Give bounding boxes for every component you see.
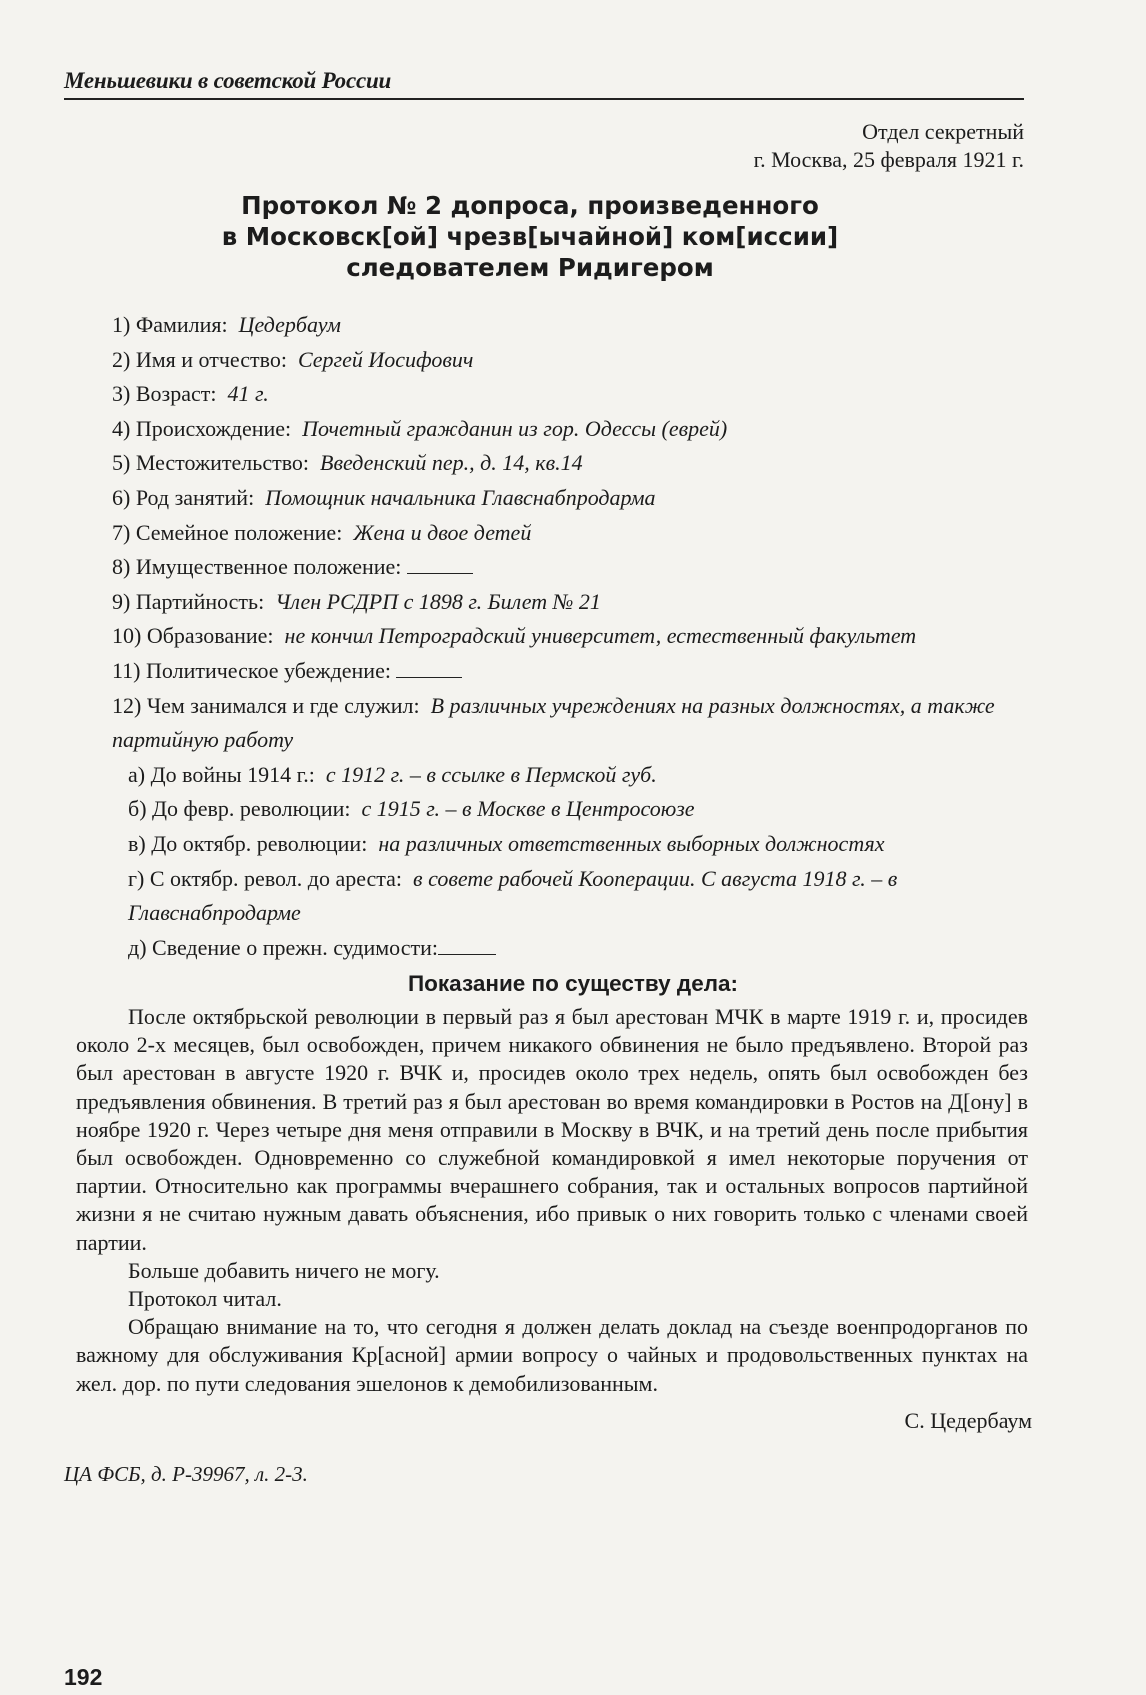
field-education: 10) Образование: не кончил Петроградский университет, естественный факультет [112, 623, 917, 649]
document-title [160, 190, 900, 283]
blank-line [438, 934, 496, 955]
testimony-paragraph: Обращаю внимание на то, что сегодня я должен делать доклад на съезде военпродорганов по важному для обслуживания Кр[асной] армии вопросу о чайных и продовольственных пунктах на жел. дор. по пути следования эшелонов к демобилизованным. [76, 1314, 1028, 1396]
field-property: 8) Имущественное положение: [112, 550, 1032, 585]
field-political-belief: 11) Политическое убеждение: [112, 654, 1032, 689]
subfield-until-arrest: г) С октябр. револ. до ареста: в совете рабочей Кооперации. С августа 1918 г. – в Главснабпродарме [128, 865, 898, 926]
subfield-convictions: д) Сведение о прежн. судимости: [112, 931, 1032, 966]
running-head: Меньшевики в советской России [64, 68, 392, 93]
subfield-before-october: в) До октябр. революции: на различных ответственных выборных должностях [128, 830, 885, 856]
field-occupation: 6) Род занятий: Помощник начальника Главснабпродарма [112, 484, 656, 510]
field-age: 3) Возраст: 41 г. [112, 381, 269, 407]
field-origin: 4) Происхождение: Почетный гражданин из гор. Одессы (еврей) [112, 415, 728, 441]
field-name: 2) Имя и отчество: Сергей Иосифович [112, 346, 474, 372]
field-party: 9) Партийность: Член РСДРП с 1898 г. Билет № 21 [112, 588, 601, 614]
testimony-heading: Показание по существу дела: [407, 971, 739, 996]
title-line-1: Протокол № 2 допроса, произведенного [241, 191, 819, 220]
header-rule [64, 98, 1024, 100]
blank-line [407, 553, 473, 574]
subfield-before-february: б) До февр. революции: с 1915 г. – в Москве в Центросоюзе [128, 796, 695, 822]
signature: С. Цедербаум [904, 1408, 1032, 1433]
field-family: 7) Семейное положение: Жена и двое детей [112, 519, 532, 545]
field-residence: 5) Местожительство: Введенский пер., д. 14, кв.14 [112, 450, 583, 476]
title-line-3: следователем Ридигером [346, 253, 714, 282]
subfield-before-war: а) До войны 1914 г.: с 1912 г. – в ссылке в Пермской губ. [128, 761, 657, 787]
testimony-paragraph: После октябрьской революции в первый раз я был арестован МЧК в марте 1919 г. и, просидев около 2-х месяцев, был освобожден, причем никакого обвинения не было предъявлено. Второй раз был арестован в августе 1920 г. ВЧК и, просидев около трех недель, опять был освобожден без предъявления обвинения. В третий раз я был арестован во время командировки в Ростов на Д[ону] в ноябре 1920 г. Через четыре дня меня отправили в Москву в ВЧК, и на третий день после прибытия был освобожден. Одновременно со служебной командировкой я имел некоторые поручения от партии. Относительно как программы вчерашнего собрания, так и остальных вопросов партийной жизни я не считаю нужным давать объяснения, ибо привык о них говорить только с членами своей партии. [76, 1004, 1028, 1255]
title-line-2: в Московск[ой] чрезв[ычайной] ком[иссии] [221, 222, 839, 251]
field-surname: 1) Фамилия: Цедербаум [112, 312, 341, 337]
archive-source: ЦА ФСБ, д. Р-39967, л. 2-3. [64, 1462, 308, 1486]
blank-line [396, 657, 462, 678]
page-number: 192 [64, 1664, 103, 1690]
place-date: г. Москва, 25 февраля 1921 г. [753, 147, 1024, 172]
testimony-paragraph: Протокол читал. [128, 1286, 282, 1312]
testimony-paragraph: Больше добавить ничего не могу. [128, 1257, 440, 1283]
department-block [754, 118, 1024, 174]
interrogation-fields [112, 308, 1032, 965]
field-employment: 12) Чем занимался и где служил: В различных учреждениях на разных должностях, а также партийную работу [112, 692, 995, 753]
department-name: Отдел секретный [862, 119, 1024, 144]
testimony-body [76, 1003, 1028, 1398]
